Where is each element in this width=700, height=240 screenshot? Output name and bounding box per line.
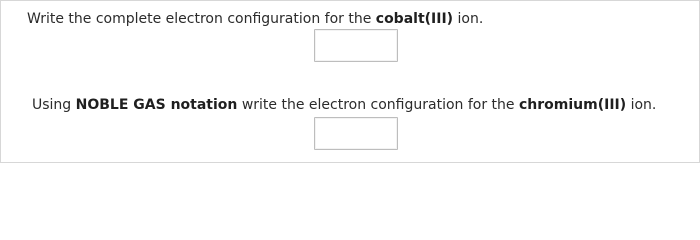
answer-box-1[interactable] — [314, 29, 398, 62]
question-2-emphasis: NOBLE GAS notation — [75, 97, 238, 113]
question-2-prompt — [1, 95, 699, 115]
question-2-species: chromium(III) — [518, 97, 627, 113]
question-1-species: cobalt(III) — [375, 11, 454, 27]
question-2 — [1, 95, 699, 115]
question-2-middle: write the electron configuration for the — [237, 97, 519, 113]
question-1-prompt — [1, 9, 699, 29]
question-1 — [1, 9, 699, 29]
question-2-intro: Using — [32, 97, 76, 113]
question-1-suffix: ion. — [453, 11, 484, 27]
answer-box-2[interactable] — [314, 117, 398, 150]
question-1-prefix: Write the complete electron configuration for the — [27, 11, 376, 27]
question-2-suffix: ion. — [626, 97, 657, 113]
